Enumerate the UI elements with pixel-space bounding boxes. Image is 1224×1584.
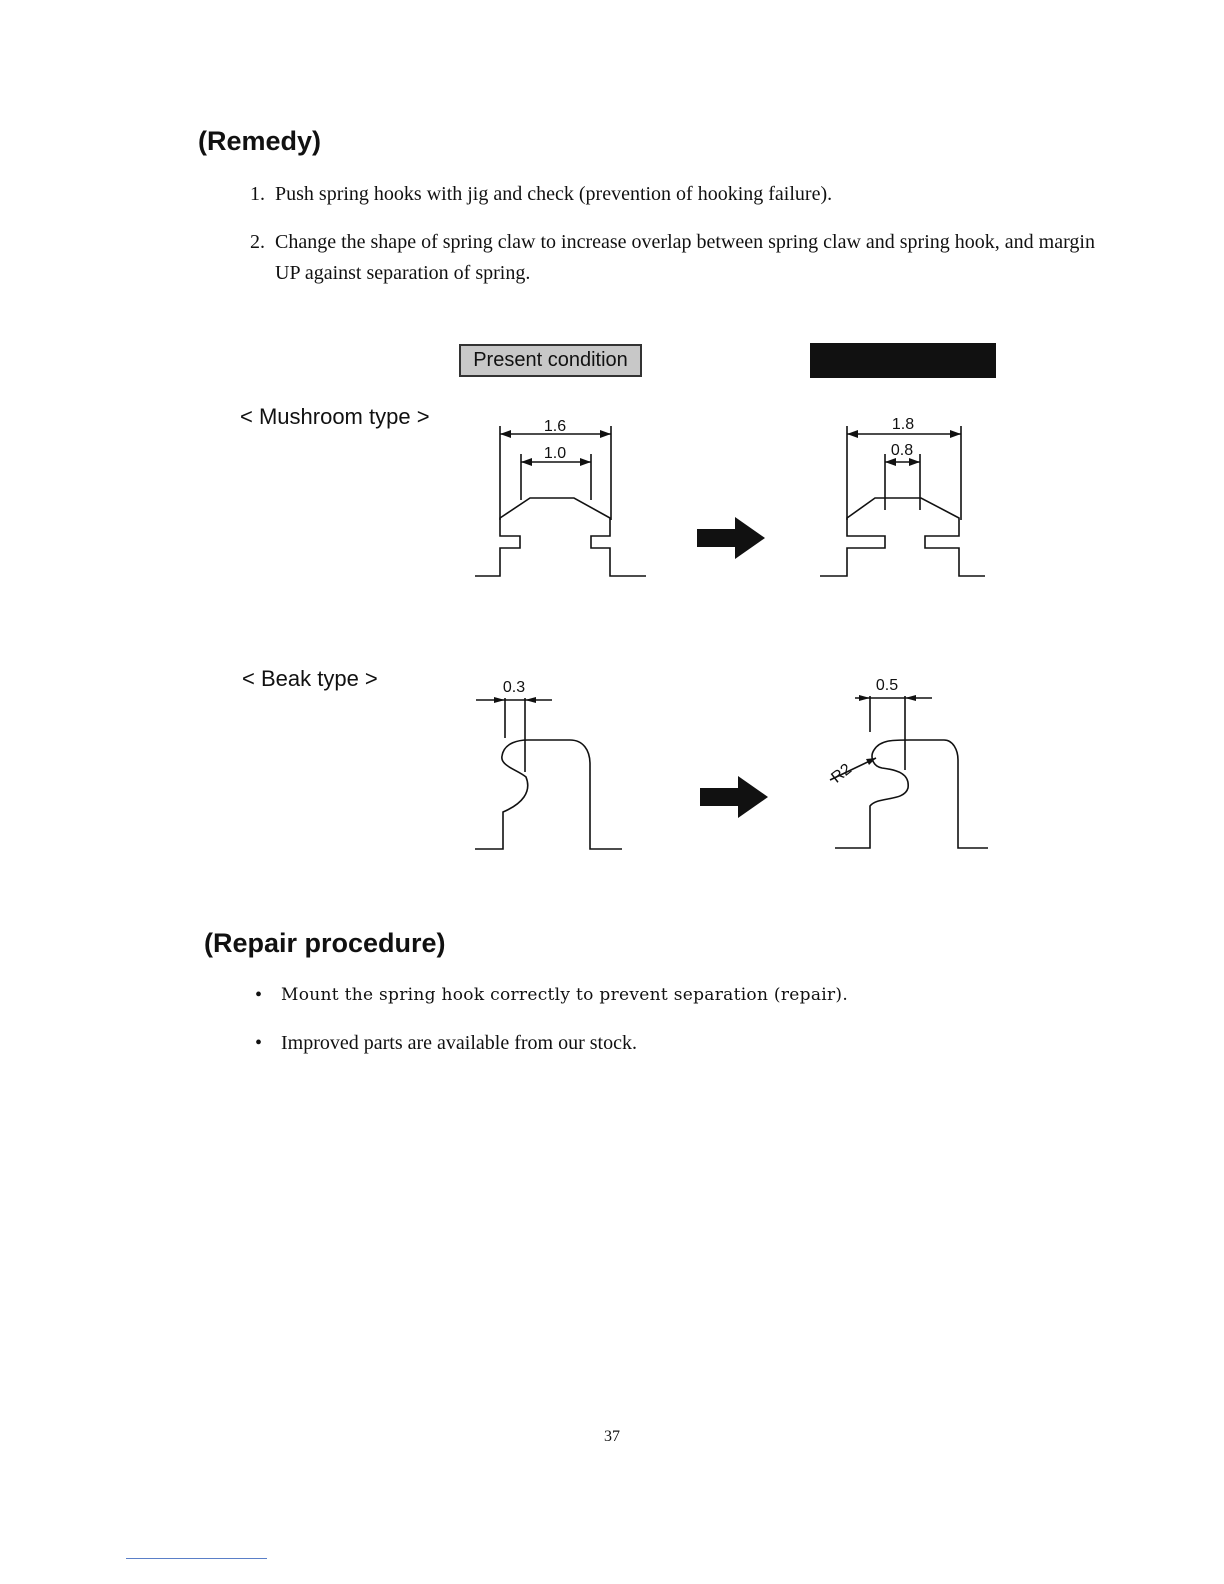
repair-bullet-1: • (255, 984, 263, 1006)
beak-type-label: < Beak type > (242, 666, 378, 691)
radius-label: R2 (828, 760, 855, 787)
dimension-label: 0.5 (875, 677, 899, 694)
mushroom-present-diagram (470, 410, 655, 585)
beak-improved-diagram (820, 670, 990, 855)
present-condition-label: Present condition (459, 344, 642, 377)
footer-divider (126, 1558, 267, 1559)
dimension-label: 0.3 (502, 679, 526, 696)
remedy-item-1 (250, 179, 1095, 210)
remedy-item-number: 1. (250, 183, 265, 205)
improved-condition-label (810, 343, 996, 378)
repair-bullet-text: Mount the spring hook correctly to prevent separation (repair). (281, 985, 849, 1005)
mushroom-type-label: < Mushroom type > (240, 404, 430, 429)
dimension-label: 1.6 (543, 418, 567, 435)
remedy-item-text: Push spring hooks with jig and check (prevention of hooking failure). (275, 183, 833, 205)
repair-bullet-text: Improved parts are available from our stock. (281, 1032, 637, 1054)
right-arrow-icon (697, 517, 767, 559)
mushroom-improved-diagram (815, 410, 1000, 585)
dimension-label: 1.0 (543, 445, 567, 462)
page-number: 37 (604, 1428, 620, 1445)
repair-bullet-2: • (255, 1032, 263, 1054)
remedy-item-text: Change the shape of spring claw to increase overlap between spring claw and spring hook, and margin UP against separation of spring. (275, 231, 1095, 284)
right-arrow-icon (700, 776, 770, 818)
remedy-item-2 (250, 227, 1095, 289)
repair-heading: (Repair procedure) (204, 928, 446, 958)
dimension-label: 0.8 (890, 442, 914, 459)
remedy-item-number: 2. (250, 231, 265, 253)
dimension-label: 1.8 (891, 416, 915, 433)
beak-present-diagram (470, 672, 630, 857)
remedy-heading: (Remedy) (198, 126, 322, 156)
